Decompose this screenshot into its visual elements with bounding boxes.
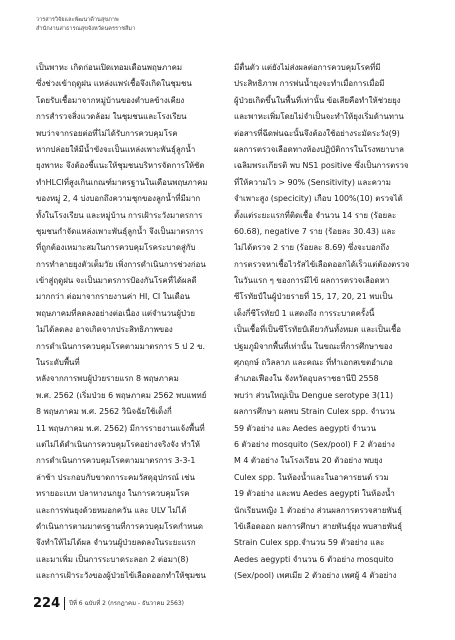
text-line: ปฐมภูมิจากพื้นที่เท่านั้น ในขณะที่การศึกษาของ (234, 341, 393, 351)
text-line: มีตื่นตัว แต่ยังไม่ส่งผลต่อการควบคุมโรคที่มี (234, 63, 381, 72)
text-line: หากปล่อยให้มีน้ำขังจะเป็นแหล่งเพาะพันธุ์ลูกน้ำ (36, 144, 196, 154)
text-line: ที่ถูกต้องเหมาะสมในการควบคุมโรคระบาดสู่กับ (36, 243, 196, 253)
text-line: Aedes aegypti จำนวน 6 ตัวอย่าง mosquito (234, 554, 394, 564)
text-line: ยุงพาหะ จึงต้องชี้แนะให้ชุมชนบริหารจัดการให้ชัด (36, 161, 205, 171)
text-line: นักเรียนหญิง 1 ตัวอย่าง ส่วนผลการตรวจสายพันธุ์ (234, 505, 402, 515)
text-line: จึงทำให้ไม่ได้ผล จำนวนผู้ป่วยลดลงในระยะแรก (36, 538, 196, 548)
page-footer (33, 594, 184, 612)
text-line: เป็นพาหะ เกิดก่อนเปิดเทอมเดือนพฤษภาคม (36, 63, 183, 72)
text-line: การดำเนินการควบคุมโรคตามมาตรการ 5 ป 2 ข. (36, 341, 206, 351)
text-line: (Sex/pool) เพศเมีย 2 ตัวอย่าง เพศผู้ 4 ตัวอย่าง (234, 571, 397, 580)
text-line: เข้าสู่ฤดูฝน จะเป็นมาตรการป้องกันโรคที่ได้ผลดี (36, 276, 197, 286)
text-line: ผลการศึกษา ผลพบ Strain Culex spp. จำนวน (234, 407, 395, 417)
running-header (36, 16, 396, 34)
publisher-name: สำนักงานสาธารณสุขจังหวัดนครราชสีมา (36, 26, 136, 32)
text-line: ต่อสารที่ฉีดพ่นฉะนั้นจึงต้องใช้อย่างระมัดระวัง(9) (234, 128, 400, 138)
text-line: M 4 ตัวอย่าง ในโรงเรียน 20 ตัวอย่าง พบยุง (234, 456, 383, 466)
text-line: 19 ตัวอย่าง และพบ Aedes aegypti ในห้องน้ำ (234, 489, 395, 499)
text-line: พ.ศ. 2562 (เริ่มป่วย 6 พฤษภาคม 2562 พบแพทย์ (36, 390, 207, 400)
text-line: จำเพาะสูง (specicity) เกือบ 100%(10) ตรวจได้ (234, 194, 403, 204)
left-text-column (36, 60, 227, 580)
text-line: 59 ตัวอย่าง และ Aedes aegypti จำนวน (234, 423, 376, 433)
text-line: Strain Culex spp.จำนวน 59 ตัวอย่าง และ (234, 538, 385, 548)
text-line: การสำรวจสิ่งแวดล้อม ในชุมชนและโรงเรียน (36, 112, 187, 122)
journal-title: วารสารวิจัยและพัฒนาด้านสุขภาพ (36, 17, 119, 23)
text-line: ดำเนินการตามมาตรฐานที่การควบคุมโรคกำหนด (36, 521, 203, 531)
text-line: ผู้ป่วยเกิดขึ้นในพื้นที่เท่านั้น ข้อเสียคือทำให้ช่วยยุง (234, 95, 401, 105)
text-line: ในระดับพื้นที่ (36, 358, 80, 368)
text-line: เป็นเชื้อที่เป็นซีโรทัยป์เดียวกันทั้งหมด และเป็นเชื้อ (234, 325, 402, 335)
text-line: เฉลิมพระเกียรติ พบ NS1 positive ซึ่งเป็นการตรวจ (234, 161, 409, 171)
page-number: 224 (33, 595, 61, 611)
text-line: 8 พฤษภาคม พ.ศ. 2562 วินิจฉัยใช้เด็งกี่ (36, 407, 172, 417)
text-line: และพาหะเพิ่มโดยไม่จำเป็นจะทำให้ยุงเริ่มด้านทาน (234, 112, 404, 122)
text-line: ชุมชนกำจัดแหล่งเพาะพันธุ์ลูกน้ำ จึงเป็นมาตรการ (36, 226, 204, 236)
text-line: โดยรับเชื้อมาจากหมู่บ้านของตำบลข้างเคียง (36, 95, 185, 105)
text-line: ล่าช้า ประกอบกับขาดการะคมวัสดุอุปกรณ์ เช่น (36, 472, 195, 482)
text-line: ทรายอะเบท ปลาหางนกยูง ในการควบคุมโรค (36, 489, 190, 499)
text-line: ของหมู่ 2, 4 บ่งบอกถึงความชุกของลูกน้ำที่มีมาก (36, 194, 201, 204)
text-line: หลังจากการพบผู้ป่วยรายแรก 8 พฤษภาคม (36, 374, 179, 384)
volume-info: ปีที่ 6 ฉบับที่ 2 (กรกฎาคม - ธันวาคม 2563) (69, 600, 184, 607)
text-line: ศุภฤกษ์ ถวิลลาภ และคณะ ที่ทำเอกสเขตอำเภอ (234, 358, 393, 368)
text-line: พฤษภาคมที่ลดลงอย่างต่อเนื่อง แต่จำนวนผู้ป่วย (36, 308, 196, 318)
text-line: ที่ให้ความไว > 90% (Sensitivity) และความ (234, 177, 391, 187)
text-line: 60.68), negative 7 ราย (ร้อยละ 30.43) และ (234, 226, 396, 236)
text-line: ซึ่งช่วงเข้าฤดูฝน แหล่งแพร่เชื้อจึงเกิดในชุมชน (36, 79, 192, 89)
text-line: ทำHLCIที่สูงเกินเกณฑ์มาตรฐานในเดือนพฤษภาคม (36, 177, 208, 187)
text-line: ทั้งในโรงเรียน และหมู่บ้าน การเฝ้าระวังมาตรการ (36, 210, 203, 220)
text-line: ไม่ได้ตรวจ 2 ราย (ร้อยละ 8.69) ซึ่งจะบอกถึง (234, 243, 390, 253)
text-line: ซีโรทัยป์ในผู้ป่วยรายที่ 15, 17, 20, 21 พบเป็น (234, 292, 393, 302)
text-line: ตั้งแต่ระยะแรกที่ติดเชื้อ จำนวน 14 ราย (ร้อยละ (234, 210, 397, 220)
text-line: Culex spp. ในห้องน้ำและในอาคารยนต์ รวม (234, 472, 389, 482)
text-line: พบว่า ส่วนใหญ่เป็น Dengue serotype 3(11) (234, 390, 394, 400)
text-line: และการพ่นยุงด้วยหมอกควัน และ ULV ไม่ได้ (36, 505, 187, 515)
right-text-column (234, 60, 428, 580)
text-line: การตรวจหาเชื้อไวรัสไข้เลือดออกได้เร็วแต่ต้องตรวจ (234, 259, 410, 269)
text-line: แต่ไม่ได้ดำเนินการควบคุมโรคอย่างจริงจัง ทำให้ (36, 439, 200, 449)
text-line: และการเฝ้าระวังของผู้ป่วยไข้เลือดออกทำให้ชุมชน (36, 571, 206, 580)
text-line: 6 ตัวอย่าง mosquito (Sex/pool) F 2 ตัวอย่าง (234, 439, 395, 449)
text-line: พบว่าจากรอยต่อที่ไม่ได้รับการควบคุมโรค (36, 128, 178, 138)
text-line: ไข้เลือดออก ผลการศึกษา สายพันธุ์ยุง พบสายพันธุ์ (234, 521, 403, 531)
text-line: การดำเนินการควบคุมโรคตามมาตรการ 3-3-1 (36, 456, 196, 466)
text-line: ลำเภอเฟืองใน จังหวัดอุบลราชธานีปี 2558 (234, 374, 379, 384)
text-line: 11 พฤษภาคม พ.ศ. 2562) มีการรายงานแจ้งพื้นที่ (36, 423, 205, 433)
text-line: ในวันแรก ๆ ของการมีไข้ ผลการตรวจเลือดหา (234, 276, 390, 286)
text-line: และมาเพิ่ม เป็นการระบาดระลอก 2 ต่อมา(8) (36, 554, 189, 564)
text-line: การทำลายยุงตัวเต็มวัย เพิ่งการดำเนินการช่วงก่อน (36, 259, 206, 269)
text-line: มากกว่า ต่อมาจากรายงานค่า HI, CI ในเดือน (36, 292, 190, 302)
text-line: ไม่ได้ลดลง อาจเกิดจากประสิทธิภาพของ (36, 325, 173, 335)
text-line: ผลการตรวจเลือดทางห้องปฏิบัติการในโรงพยาบาล (234, 144, 404, 154)
text-line: ประสิทธิภาพ การพ่นน้ำยุงจะทำเมื่อการเมื่อมี (234, 79, 385, 89)
text-line: เด็งกี่ซีโรทัยป์ 1 แสดงถึง การระบาดครั้งนี้ (234, 308, 375, 318)
footer-divider (64, 597, 65, 610)
